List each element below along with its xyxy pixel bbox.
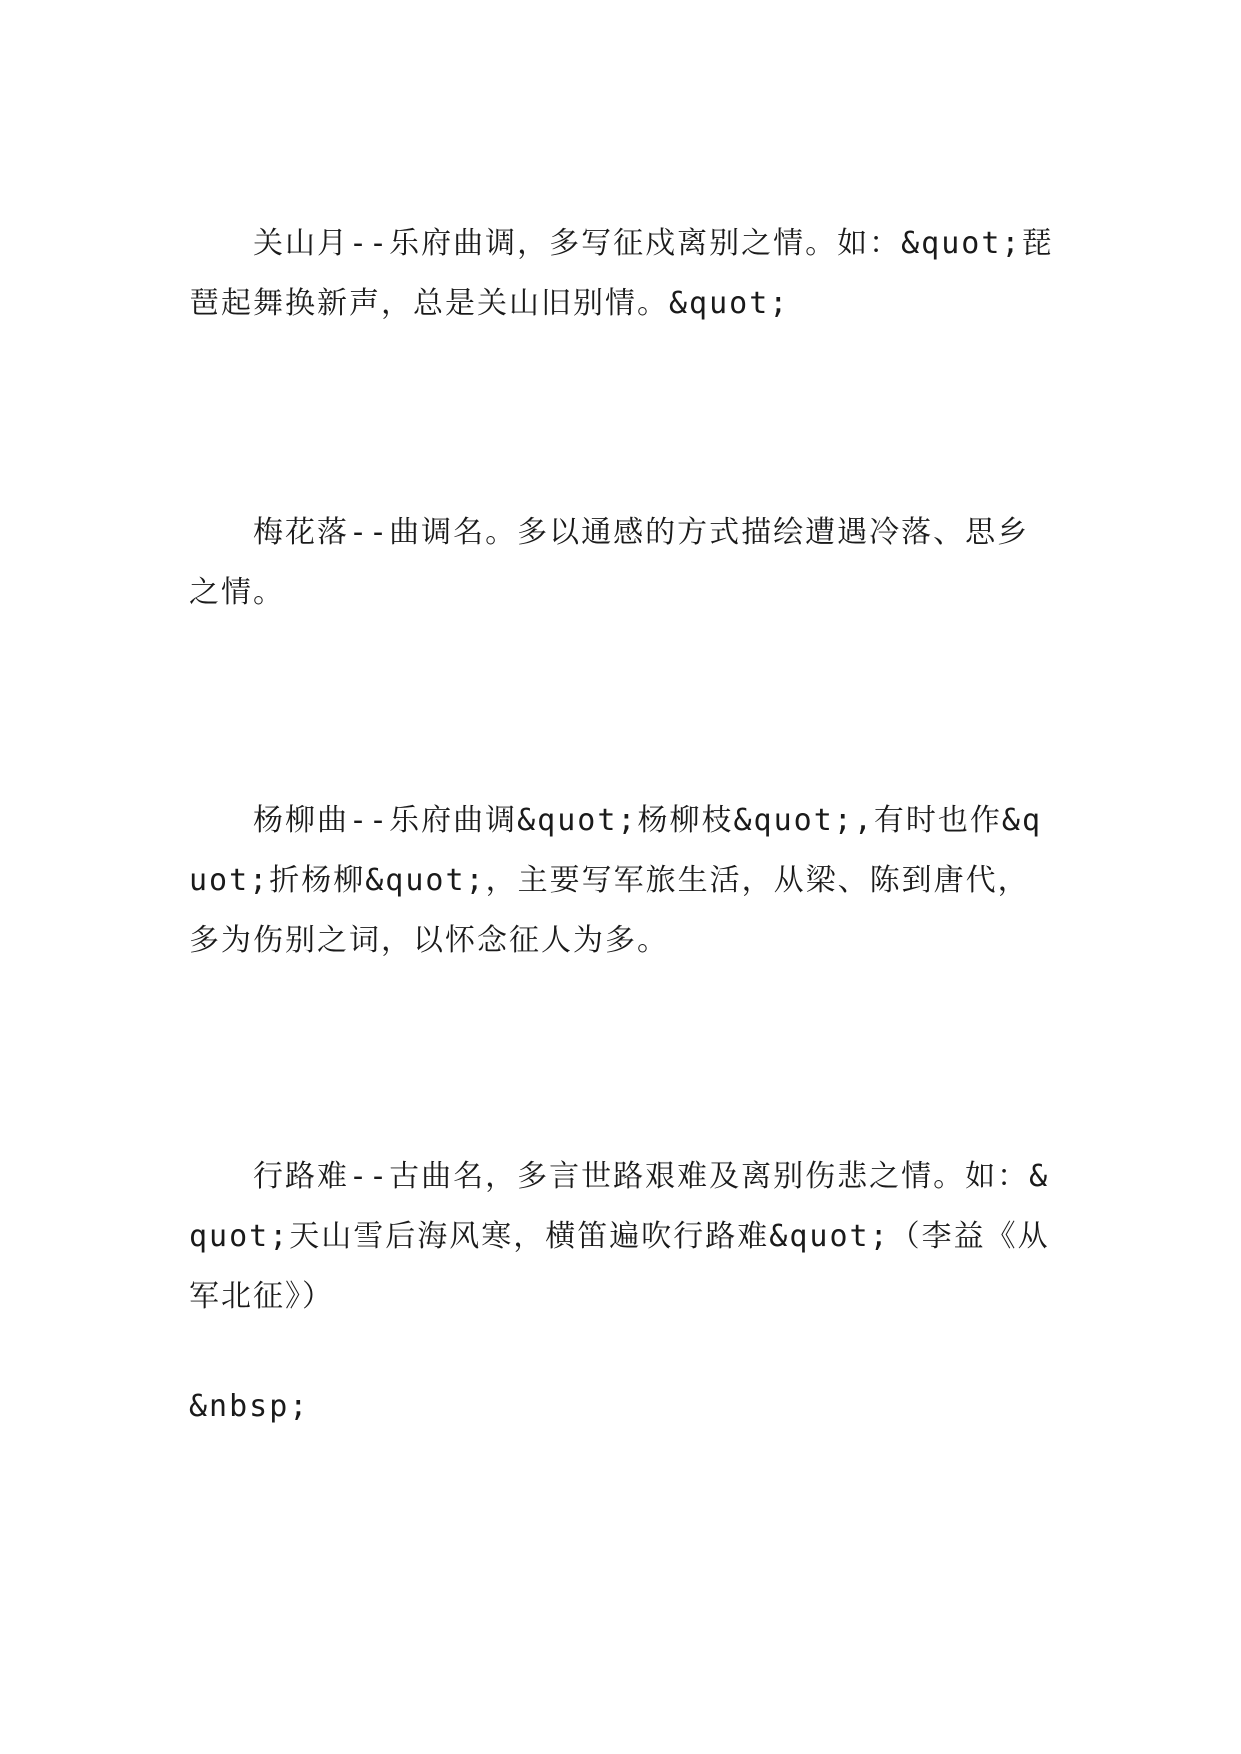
- paragraph-xinglunan: 行路难--古曲名，多言世路艰难及离别伤悲之情。如：&quot;天山雪后海风寒，横笛遍吹行路难&quot;（李益《从军北征》）: [189, 1159, 1050, 1314]
- paragraph-yangliuqu: 杨柳曲--乐府曲调&quot;杨柳枝&quot;,有时也作&quot;折杨柳&quot;，主要写军旅生活，从梁、陈到唐代，多为伤别之词，以怀念征人为多。: [189, 803, 1043, 958]
- paragraph-guanshanyue: 关山月--乐府曲调，多写征戍离别之情。如：&quot;琵琶起舞换新声，总是关山旧别情。&quot;: [189, 226, 1054, 321]
- paragraph-meihualuo: 梅花落--曲调名。多以通感的方式描绘遭遇冷落、思乡之情。: [189, 515, 1030, 610]
- paragraph-nbsp: &nbsp;: [189, 1389, 310, 1424]
